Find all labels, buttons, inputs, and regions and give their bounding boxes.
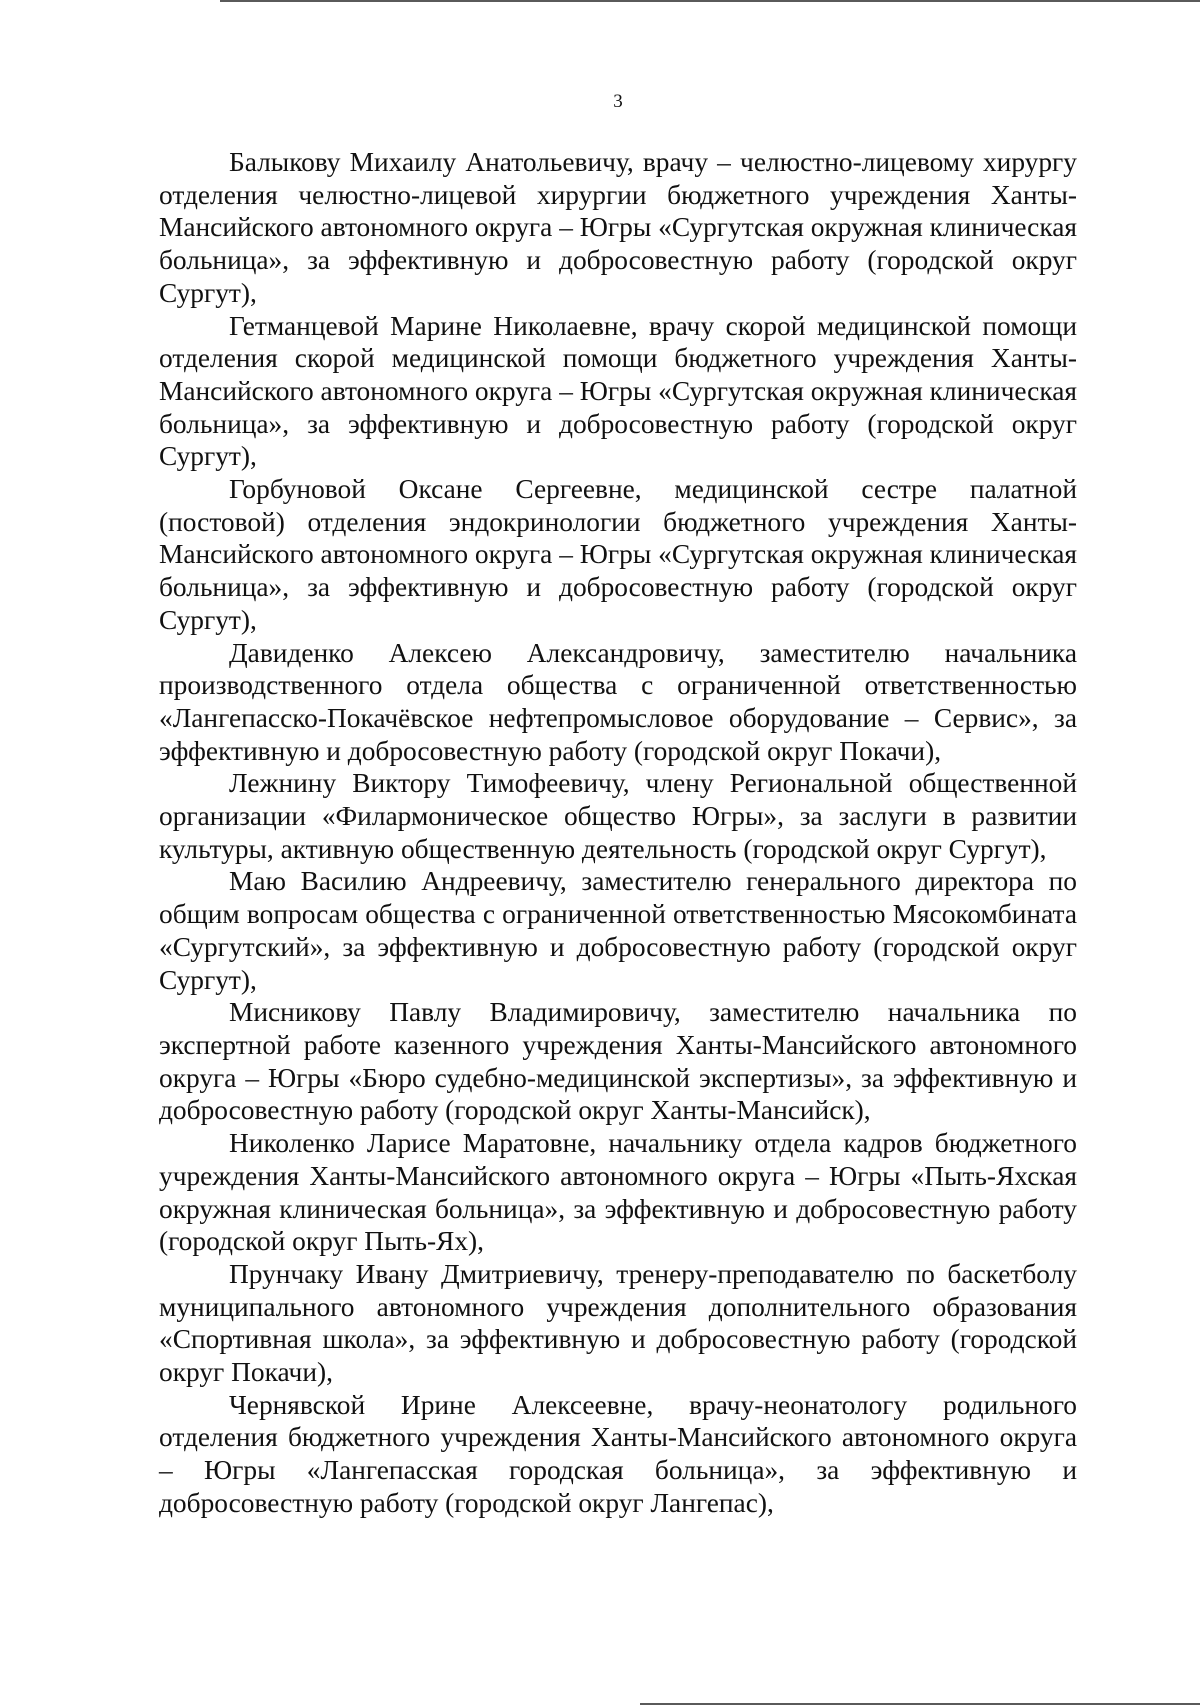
award-entry-chernyavskaya: Чернявской Ирине Алексеевне, врачу-неонатологу родильного отделения бюджетного учреждения Ханты-Мансийского автономного округа – Югры «Лангепасская городская больница», за эффективную и добросовестную работу (городской округ Лангепас),: [159, 1389, 1077, 1518]
scan-bottom-edge: [640, 1703, 1200, 1705]
scan-top-edge: [220, 0, 1200, 2]
award-entry-gorbunova: Горбуновой Оксане Сергеевне, медицинской сестре палатной (постовой) отделения эндокринологии бюджетного учреждения Ханты-Мансийского автономного округа – Югры «Сургутская окружная клиническая больница», за эффективную и добросовестную работу (городской округ Сургут),: [159, 474, 1077, 635]
award-entry-prunchak: Прунчаку Ивану Дмитриевичу, тренеру-преподавателю по баскетболу муниципального автономного учреждения дополнительного образования «Спортивная школа», за эффективную и добросовестную работу (городской округ Покачи),: [159, 1258, 1077, 1388]
award-list: [159, 146, 1077, 1520]
award-entry-davidenko: Давиденко Алексею Александровичу, заместителю начальника производственного отдела общества с ограниченной ответственностью «Лангепасско-Покачёвское нефтепромысловое оборудование – Сервис», за эффективную и добросовестную работу (городской округ Покачи),: [159, 637, 1077, 766]
award-entry-getmantseva: Гетманцевой Марине Николаевне, врачу скорой медицинской помощи отделения скорой медицинской помощи бюджетного учреждения Ханты-Мансийского автономного округа – Югры «Сургутская окружная клиническая больница», за эффективную и добросовестную работу (городской округ Сургут),: [159, 310, 1077, 472]
award-entry-lezhnin: Лежнину Виктору Тимофеевичу, члену Региональной общественной организации «Филармоническое общество Югры», за заслуги в развитии культуры, активную общественную деятельность (городской округ Сургут),: [159, 768, 1077, 864]
page-number: 3: [613, 91, 623, 112]
award-entry-mayu: Маю Василию Андреевичу, заместителю генерального директора по общим вопросам общества с ограниченной ответственностью Мясокомбината «Сургутский», за эффективную и добросовестную работу (городской округ Сургут),: [159, 866, 1077, 995]
award-entry-misnikov: Мисникову Павлу Владимировичу, заместителю начальника по экспертной работе казенного учреждения Ханты-Мансийского автономного округа – Югры «Бюро судебно-медицинской экспертизы», за эффективную и добросовестную работу (городской округ Ханты-Мансийск),: [159, 997, 1077, 1126]
award-entry-balykov: Балыкову Михаилу Анатольевичу, врачу – челюстно-лицевому хирургу отделения челюстно-лицевой хирургии бюджетного учреждения Ханты-Мансийского автономного округа – Югры «Сургутская окружная клиническая больница», за эффективную и добросовестную работу (городской округ Сургут),: [159, 147, 1077, 308]
award-entry-nikolenko: Николенко Ларисе Маратовне, начальнику отдела кадров бюджетного учреждения Ханты-Мансийского автономного округа – Югры «Пыть-Яхская окружная клиническая больница», за эффективную и добросовестную работу (городской округ Пыть-Ях),: [159, 1128, 1077, 1257]
